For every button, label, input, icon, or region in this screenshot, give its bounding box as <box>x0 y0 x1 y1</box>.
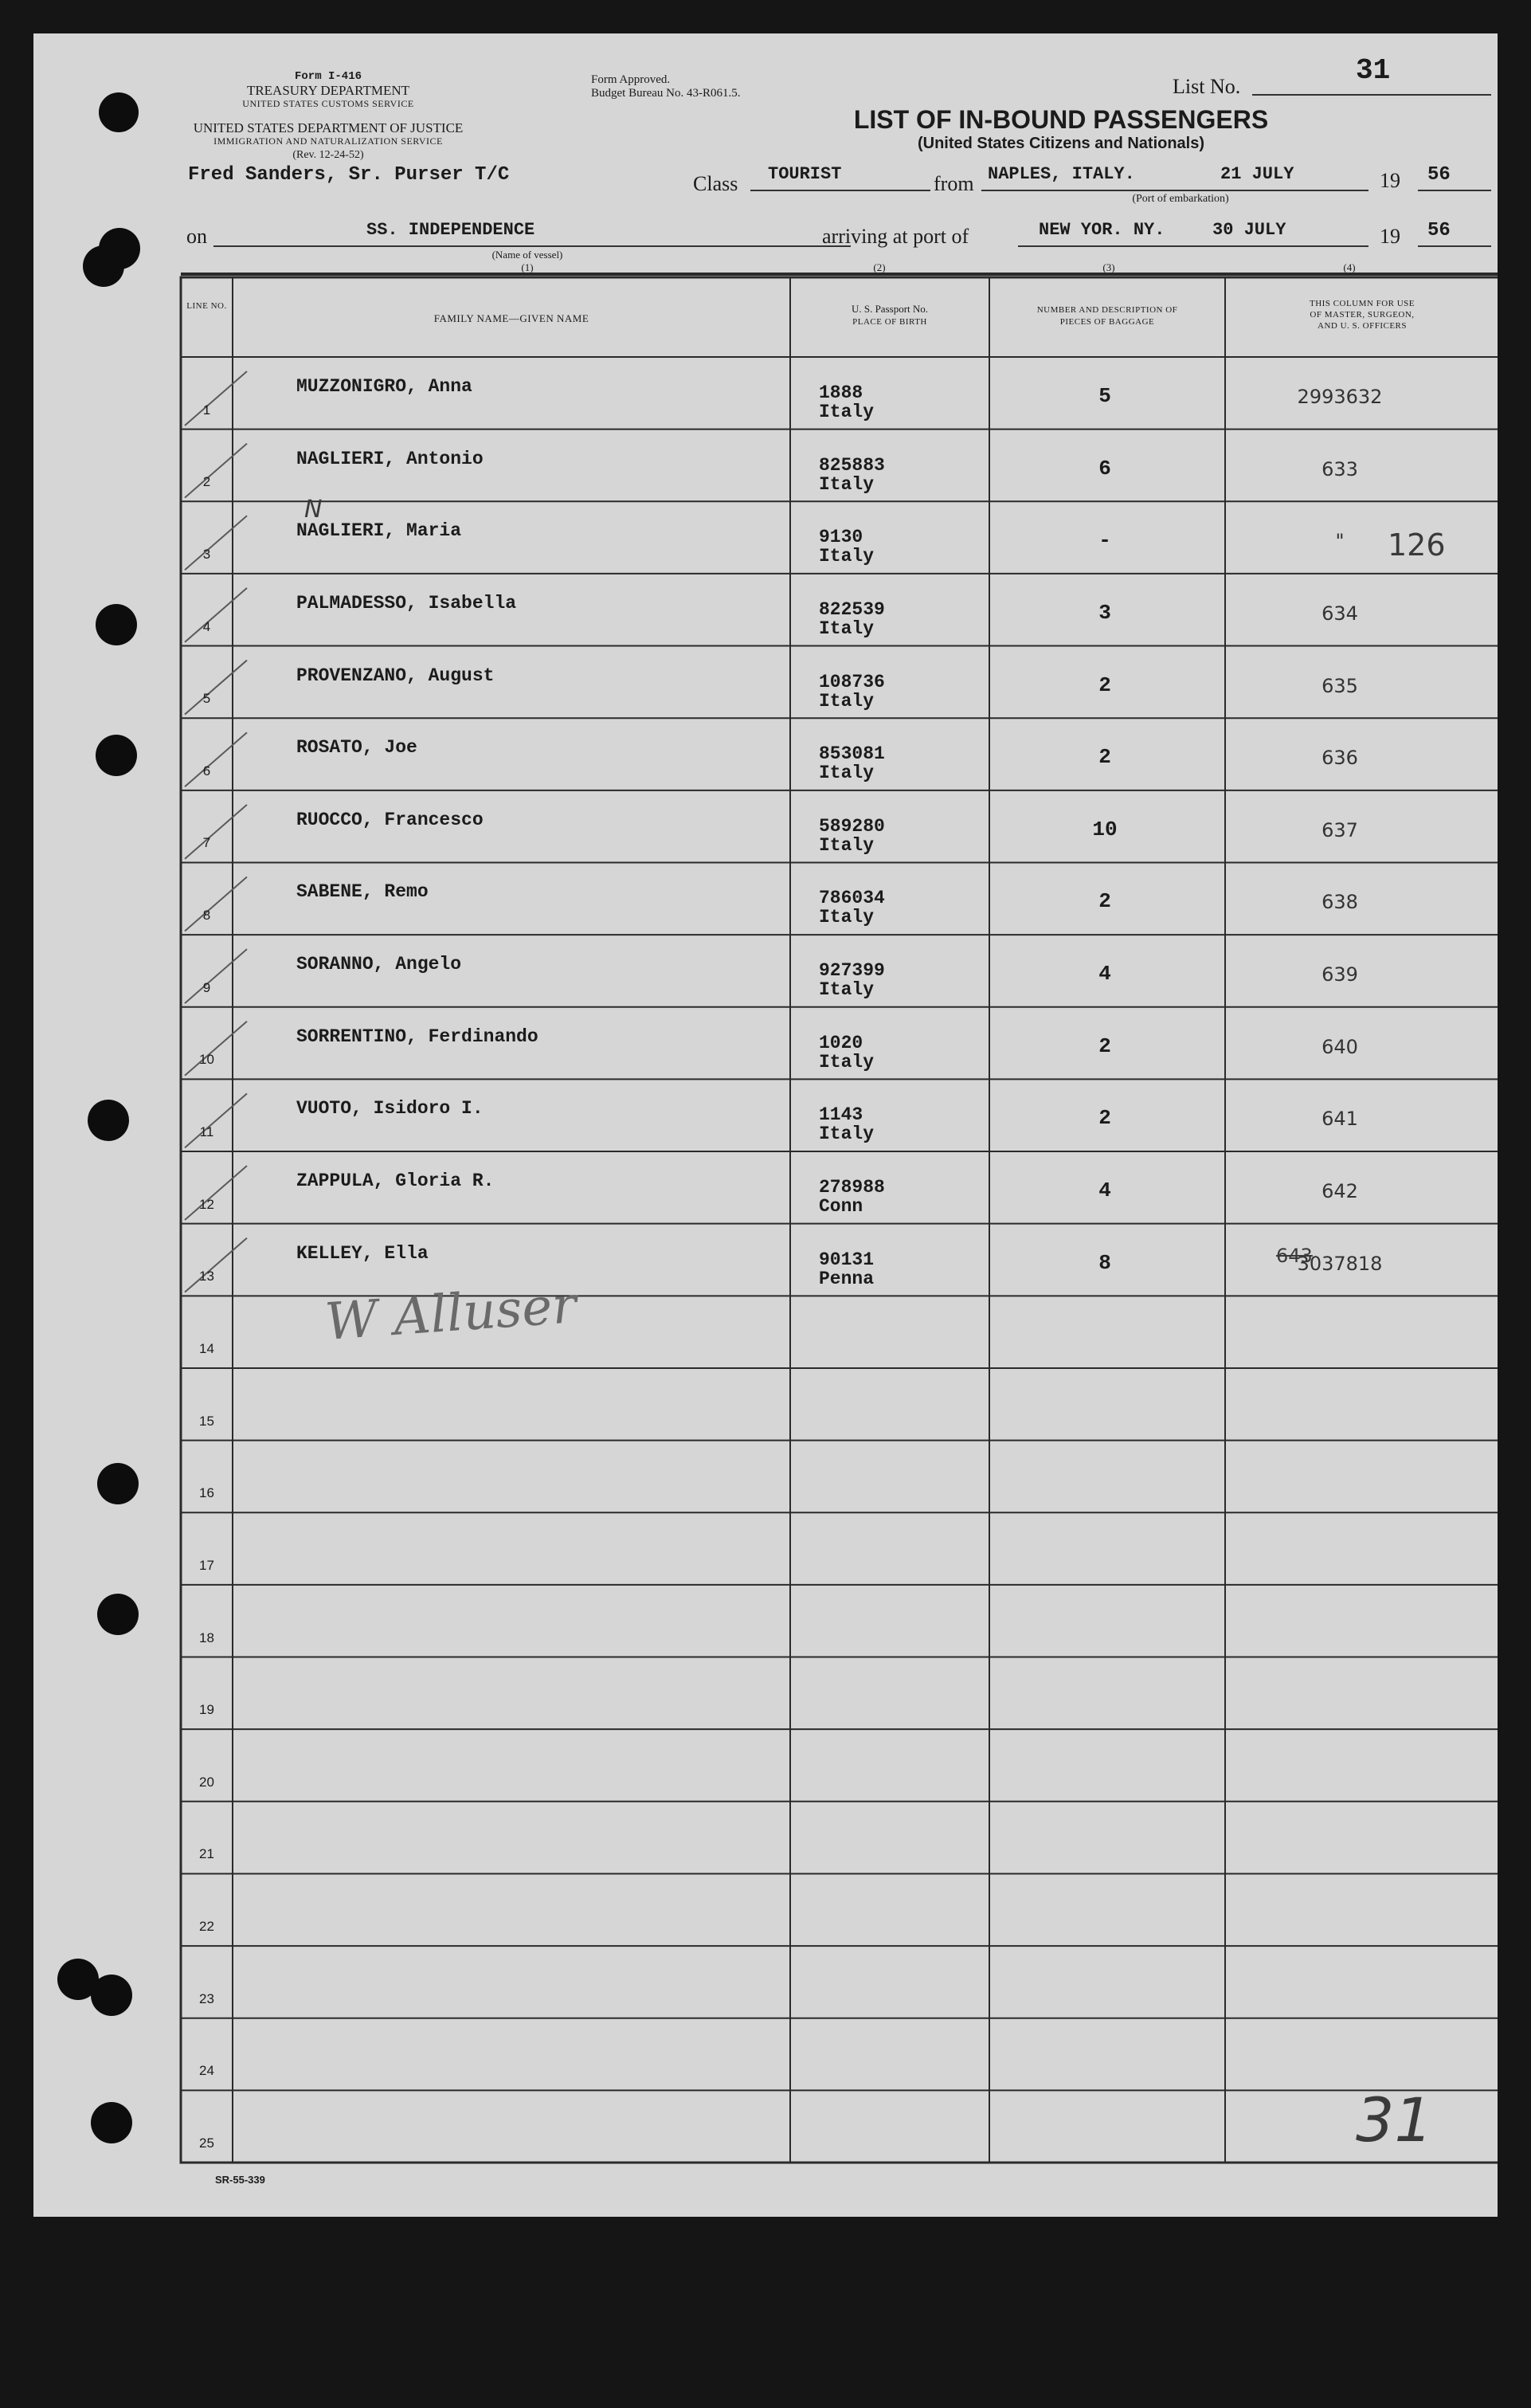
list-no-value: 31 <box>1356 54 1391 87</box>
table-row <box>33 357 1498 429</box>
line-number: 25 <box>199 2135 214 2151</box>
table-row <box>33 862 1498 935</box>
passport-number: 825883 <box>819 454 885 476</box>
table-row <box>33 935 1498 1007</box>
passport-number: 822539 <box>819 598 885 620</box>
officer-entry: 642 <box>1322 1180 1358 1203</box>
col-header-officers-1: THIS COLUMN FOR USE <box>1309 299 1415 308</box>
form-code: SR-55-339 <box>215 2174 265 2186</box>
line-number: 21 <box>199 1846 214 1862</box>
col3-num: (3) <box>1102 261 1115 273</box>
place-of-birth: Italy <box>819 546 875 567</box>
officer-entry: 640 <box>1322 1035 1358 1058</box>
passport-number: 90131 <box>819 1249 875 1270</box>
line-number: 23 <box>199 1990 214 2006</box>
baggage-count: 2 <box>1098 745 1111 770</box>
year-prefix-2: 19 <box>1380 225 1400 248</box>
baggage-count: 2 <box>1098 673 1111 697</box>
ins-service: IMMIGRATION AND NATURALIZATION SERVICE <box>213 135 443 147</box>
arrival-port: NEW YOR. NY. <box>1039 220 1165 240</box>
line-number: 12 <box>199 1196 214 1212</box>
table-row <box>33 574 1498 646</box>
col-header-passport-1: U. S. Passport No. <box>851 303 929 315</box>
baggage-count: - <box>1098 528 1111 553</box>
line-number: 4 <box>202 618 211 634</box>
table-row <box>33 429 1498 502</box>
line-number: 19 <box>199 1702 214 1718</box>
baggage-count: 2 <box>1098 1106 1111 1131</box>
passenger-name: RUOCCO, Francesco <box>296 809 484 830</box>
table-row <box>33 1296 1498 1368</box>
table-row <box>33 1512 1498 1585</box>
passport-number: 108736 <box>819 671 885 692</box>
line-number: 18 <box>199 1630 214 1645</box>
baggage-count: 6 <box>1098 456 1111 480</box>
officer-entry: 636 <box>1322 747 1358 770</box>
line-number: 11 <box>199 1124 214 1140</box>
port-of-embarkation-label: (Port of embarkation) <box>1132 193 1229 205</box>
baggage-count: 2 <box>1098 1033 1111 1058</box>
table-row <box>33 1441 1498 1513</box>
row13-struck-number: 643 <box>1276 1245 1313 1267</box>
passport-number: 1888 <box>819 382 863 403</box>
passport-number: 786034 <box>819 888 885 909</box>
officer-entry: 635 <box>1322 674 1358 697</box>
officer-entry: 2993632 <box>1297 386 1383 408</box>
col-header-officers <box>1225 298 1499 331</box>
vessel-name: SS. INDEPENDENCE <box>366 220 535 240</box>
from-port: NAPLES, ITALY. <box>988 164 1135 184</box>
row3-side-number: 126 <box>1388 527 1446 563</box>
line-number: 3 <box>202 546 211 562</box>
line-number: 10 <box>199 1052 214 1068</box>
class-value: TOURIST <box>768 164 842 184</box>
baggage-count: 10 <box>1092 817 1118 841</box>
form-approved: Form Approved. <box>591 73 671 86</box>
passport-number: 589280 <box>819 815 885 837</box>
passenger-name: SORRENTINO, Ferdinando <box>296 1026 538 1047</box>
col-header-passport <box>790 303 989 328</box>
table-row <box>33 1729 1498 1802</box>
passport-number: 9130 <box>819 527 863 548</box>
passenger-name: NAGLIERI, Maria <box>296 520 462 542</box>
signature: W Alluser <box>323 1276 579 1352</box>
year-prefix-1: 19 <box>1380 169 1400 192</box>
justice-department: UNITED STATES DEPARTMENT OF JUSTICE <box>193 120 464 135</box>
passenger-name: KELLEY, Ella <box>296 1242 429 1264</box>
table-row <box>33 501 1498 574</box>
place-of-birth: Italy <box>819 690 875 712</box>
place-of-birth: Italy <box>819 402 875 422</box>
passenger-name: MUZZONIGRO, Anna <box>296 376 472 397</box>
passport-number: 927399 <box>819 960 885 982</box>
line-number: 8 <box>202 908 211 924</box>
col2-num: (2) <box>873 261 886 273</box>
line-number: 20 <box>199 1774 214 1790</box>
table-row <box>33 2018 1498 2091</box>
passport-number: 1020 <box>819 1032 863 1053</box>
passport-number: 1143 <box>819 1104 863 1126</box>
table-row <box>33 1007 1498 1080</box>
place-of-birth: Penna <box>819 1268 875 1289</box>
document-page <box>33 33 1498 2217</box>
table-row <box>33 1873 1498 1946</box>
line-number: 16 <box>199 1485 214 1501</box>
purser-name: Fred Sanders, Sr. Purser T/C <box>188 164 510 186</box>
table-row <box>33 1946 1498 2018</box>
table-row <box>33 718 1498 790</box>
list-no-label: List No. <box>1173 75 1241 98</box>
table-row <box>33 1657 1498 1730</box>
vessel-col-num: (1) <box>521 261 534 273</box>
col-header-line-no: LINE NO. <box>186 301 227 311</box>
line-number: 7 <box>202 835 211 851</box>
baggage-count: 3 <box>1098 600 1111 625</box>
baggage-count: 5 <box>1098 384 1111 408</box>
budget-bureau: Budget Bureau No. 43-R061.5. <box>591 87 741 100</box>
line-number: 5 <box>202 691 211 707</box>
passenger-name: NAGLIERI, Antonio <box>296 448 484 469</box>
table-row <box>33 2090 1498 2163</box>
table-row <box>33 646 1498 719</box>
year-1: 56 <box>1427 164 1451 186</box>
place-of-birth: Italy <box>819 907 875 928</box>
place-of-birth: Italy <box>819 473 875 495</box>
table-row <box>33 1585 1498 1657</box>
officer-entry: 639 <box>1322 963 1358 986</box>
line-number: 22 <box>199 1919 214 1935</box>
from-label: from <box>934 172 974 195</box>
place-of-birth: Italy <box>819 618 875 639</box>
from-date: 21 JULY <box>1220 164 1294 184</box>
place-of-birth: Italy <box>819 1124 875 1145</box>
baggage-count: 8 <box>1098 1250 1111 1275</box>
line-number: 13 <box>199 1269 214 1284</box>
officer-entry: 637 <box>1322 818 1358 841</box>
officer-entry: 633 <box>1322 457 1358 480</box>
col-header-officers-2: OF MASTER, SURGEON, <box>1310 310 1415 320</box>
line-number: 2 <box>202 474 211 490</box>
customs-service: UNITED STATES CUSTOMS SERVICE <box>242 98 414 109</box>
class-label: Class <box>693 172 738 195</box>
year-2: 56 <box>1427 220 1451 241</box>
table-row <box>33 1079 1498 1151</box>
passenger-name: VUOTO, Isidoro I. <box>296 1098 484 1120</box>
table-row <box>33 790 1498 863</box>
passenger-name: ZAPPULA, Gloria R. <box>296 1171 495 1192</box>
arriving-label: arriving at port of <box>822 225 969 248</box>
line-number: 6 <box>202 763 211 778</box>
line-number: 24 <box>199 2063 214 2079</box>
table-row <box>33 1151 1498 1224</box>
table-row <box>33 1802 1498 1874</box>
col-header-baggage-2: PIECES OF BAGGAGE <box>1059 317 1155 327</box>
row3-handwritten-letter: N <box>304 496 323 524</box>
passenger-name: PALMADESSO, Isabella <box>296 592 517 614</box>
form-revision: (Rev. 12-24-52) <box>292 149 364 161</box>
passenger-name: SORANNO, Angelo <box>296 954 462 975</box>
document-title: LIST OF IN-BOUND PASSENGERS <box>853 105 1269 134</box>
on-label: on <box>186 225 207 248</box>
passenger-name: PROVENZANO, August <box>296 665 495 686</box>
corner-handwritten-number: 31 <box>1356 2084 1433 2155</box>
passenger-name: ROSATO, Joe <box>296 737 417 759</box>
passenger-name: SABENE, Remo <box>296 881 429 903</box>
document-subtitle: (United States Citizens and Nationals) <box>917 135 1205 152</box>
col-header-baggage <box>989 304 1225 328</box>
baggage-count: 4 <box>1098 1179 1111 1203</box>
table-row <box>33 1368 1498 1441</box>
officer-entry: 638 <box>1322 891 1358 914</box>
officer-entry: 3037818 <box>1297 1252 1383 1275</box>
place-of-birth: Italy <box>819 763 875 784</box>
officer-entry: " <box>1335 530 1345 553</box>
form-number: Form I-416 <box>294 70 362 83</box>
col-header-officers-3: AND U. S. OFFICERS <box>1318 321 1407 331</box>
line-number: 1 <box>202 402 211 418</box>
line-number: 9 <box>202 979 211 995</box>
place-of-birth: Conn <box>819 1196 863 1218</box>
place-of-birth: Italy <box>819 1051 875 1073</box>
passport-number: 853081 <box>819 743 885 765</box>
col-header-name: FAMILY NAME—GIVEN NAME <box>433 312 589 324</box>
officer-entry: 634 <box>1322 602 1358 625</box>
line-number: 15 <box>199 1413 214 1429</box>
col4-num: (4) <box>1343 261 1356 273</box>
officer-entry: 641 <box>1322 1108 1358 1131</box>
arrival-date: 30 JULY <box>1212 220 1286 240</box>
baggage-count: 4 <box>1098 962 1111 986</box>
baggage-count: 2 <box>1098 889 1111 914</box>
passport-number: 278988 <box>819 1177 885 1198</box>
col-header-passport-2: PLACE OF BIRTH <box>852 317 927 327</box>
line-number: 14 <box>199 1340 214 1356</box>
place-of-birth: Italy <box>819 979 875 1001</box>
vessel-label: (Name of vessel) <box>491 249 563 261</box>
place-of-birth: Italy <box>819 834 875 856</box>
line-number: 17 <box>199 1557 214 1573</box>
col-header-baggage-1: NUMBER AND DESCRIPTION OF <box>1036 305 1178 315</box>
treasury-department: TREASURY DEPARTMENT <box>246 83 410 98</box>
